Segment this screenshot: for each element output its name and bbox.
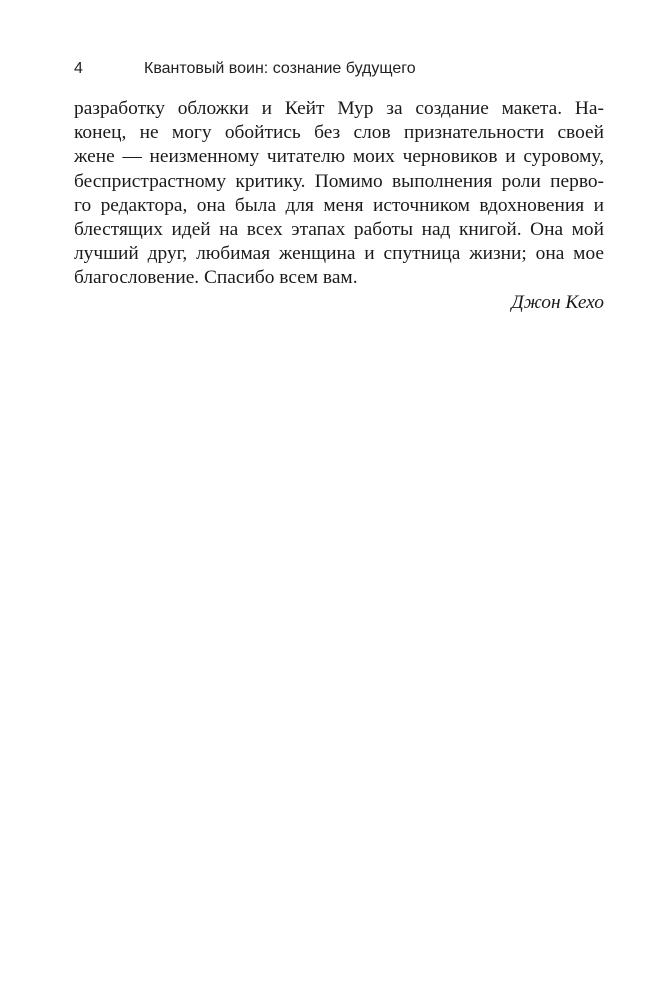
text-line: разработку обложки и Кейт Мур за создание макета. На- <box>74 98 604 119</box>
text-line: го редактора, она была для меня источником вдохновения и <box>74 194 604 216</box>
body-paragraph <box>74 97 604 291</box>
page-number: 4 <box>74 60 83 77</box>
book-title: Квантовый воин: сознание будущего <box>144 60 416 77</box>
text-line: конец, не могу обойтись без слов признательности своей <box>74 122 604 144</box>
text-line: беспристрастному критику. Помимо выполнения роли перво- <box>74 170 604 192</box>
text-line: лучший друг, любимая женщина и спутница жизни; она мое <box>74 243 604 265</box>
running-header <box>74 57 614 81</box>
text-line: блестящих идей на всех этапах работы над книгой. Она мой <box>74 219 604 241</box>
text-line: жене — неизменному читателю моих черновиков и суровому, <box>74 146 604 168</box>
author-signature: Джон Кехо <box>511 292 604 313</box>
text-line: благословение. Спасибо всем вам. <box>74 267 358 289</box>
